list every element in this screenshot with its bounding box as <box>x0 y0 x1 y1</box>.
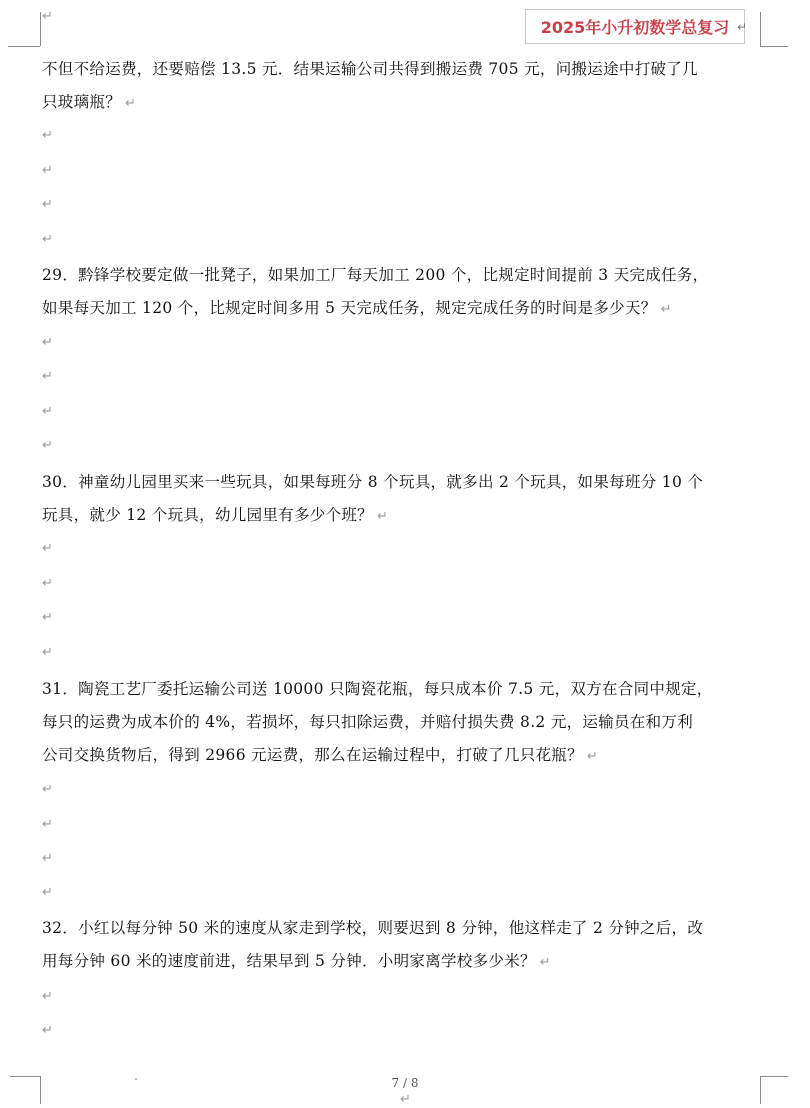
crop-mark-top-left-h <box>8 46 40 47</box>
return-mark: ↵ <box>125 96 137 111</box>
return-mark: ↵ <box>42 163 53 178</box>
return-mark: ↵ <box>42 782 53 797</box>
crop-mark-top-right-v <box>760 12 761 46</box>
return-mark: ↵ <box>376 509 389 524</box>
problem-31-line-2: 每只的运费为成本价的 4%，若损坏，每只扣除运费，并赔付损失费 8.2 元，运输员在和万利 <box>42 713 694 731</box>
crop-mark-top-left-v <box>40 12 41 46</box>
problem-29-line-1: 29．黔锋学校要定做一批凳子，如果加工厂每天加工 200 个，比规定时间提前 3 天完成任务， <box>42 266 709 284</box>
return-mark: ↵ <box>42 645 53 660</box>
return-mark: ↵ <box>42 541 53 556</box>
return-mark: ↵ <box>42 438 53 453</box>
return-mark: ↵ <box>42 335 53 350</box>
return-mark: ↵ <box>42 851 53 866</box>
return-mark: ↵ <box>586 749 599 764</box>
problem-30-line-2: 玩具，就少 12 个玩具，幼儿园里有多少个班？ ↵ <box>42 506 389 524</box>
return-mark: ↵ <box>42 404 53 419</box>
problem-29-line-2: 如果每天加工 120 个，比规定时间多用 5 天完成任务，规定完成任务的时间是多少天？ ↵ <box>42 299 672 317</box>
return-mark: ↵ <box>42 232 53 247</box>
return-mark: ↵ <box>42 885 53 900</box>
return-mark: ↵ <box>660 302 672 317</box>
return-mark: ↵ <box>539 955 551 970</box>
return-mark: ↵ <box>42 989 53 1004</box>
header-title: 2025年小升初数学总复习 <box>525 9 745 44</box>
problem-31-line-3: 公司交换货物后，得到 2966 元运费，那么在运输过程中，打破了几只花瓶？ ↵ <box>42 746 599 764</box>
return-mark: ↵ <box>42 128 53 143</box>
return-mark: ↵ <box>42 576 53 591</box>
return-mark: ↵ <box>42 1023 53 1038</box>
page-dot <box>135 1078 137 1080</box>
problem-line: 不但不给运费，还要赔偿 13.5 元．结果运输公司共得到搬运费 705 元，问搬运途中打破了几 <box>42 60 698 78</box>
page-number: 7 / 8 <box>391 1076 419 1090</box>
return-mark: ↵ <box>42 197 53 212</box>
problem-line: 只玻璃瓶？ ↵ <box>42 93 137 111</box>
problem-32-line-1: 32．小红以每分钟 50 米的速度从家走到学校，则要迟到 8 分钟，他这样走了 2 分钟之后，改 <box>42 919 704 937</box>
header-return-mark: ↵ <box>737 20 748 34</box>
return-mark: ↵ <box>42 9 53 24</box>
return-mark: ↵ <box>42 817 53 832</box>
problem-31-line-1: 31．陶瓷工艺厂委托运输公司送 10000 只陶瓷花瓶，每只成本价 7.5 元，双方在合同中规定， <box>42 680 713 698</box>
problem-32-line-2: 用每分钟 60 米的速度前进，结果早到 5 分钟．小明家离学校多少米？ ↵ <box>42 952 551 970</box>
return-mark: ↵ <box>42 610 53 625</box>
crop-mark-top-right-h <box>760 46 788 47</box>
return-mark: ↵ <box>42 369 53 384</box>
problem-30-line-1: 30．神童幼儿园里买来一些玩具，如果每班分 8 个玩具，就多出 2 个玩具，如果每班分 10 个 <box>42 473 704 491</box>
footer-return-mark: ↵ <box>400 1092 411 1107</box>
